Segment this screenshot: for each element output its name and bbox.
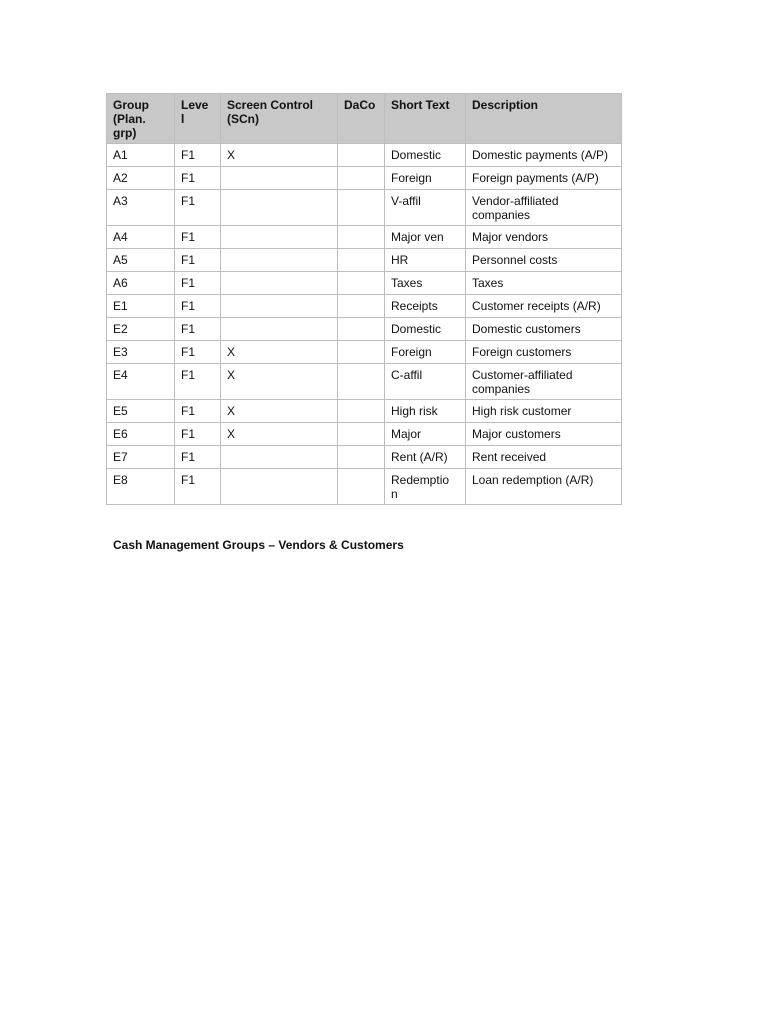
cell-short-text: C-affil — [385, 364, 466, 400]
cell-level: F1 — [175, 341, 221, 364]
cell-description: Personnel costs — [466, 249, 622, 272]
cell-description: Taxes — [466, 272, 622, 295]
cell-screen-control — [221, 469, 338, 505]
table-row — [107, 423, 622, 446]
cell-short-text: HR — [385, 249, 466, 272]
cell-daco — [338, 400, 385, 423]
cell-level: F1 — [175, 226, 221, 249]
header-description: Description — [466, 94, 622, 144]
cell-description: High risk customer — [466, 400, 622, 423]
cell-group: E6 — [107, 423, 175, 446]
cell-screen-control — [221, 446, 338, 469]
table-row — [107, 249, 622, 272]
cell-daco — [338, 144, 385, 167]
cell-description: Customer receipts (A/R) — [466, 295, 622, 318]
cell-screen-control — [221, 226, 338, 249]
cell-daco — [338, 469, 385, 505]
cell-daco — [338, 249, 385, 272]
cell-group: A4 — [107, 226, 175, 249]
cell-screen-control — [221, 167, 338, 190]
header-screen-control: Screen Control (SCn) — [221, 94, 338, 144]
cell-description: Rent received — [466, 446, 622, 469]
cell-level: F1 — [175, 295, 221, 318]
table-row — [107, 318, 622, 341]
cell-description: Domestic customers — [466, 318, 622, 341]
table-row — [107, 226, 622, 249]
cell-short-text: Taxes — [385, 272, 466, 295]
cell-daco — [338, 295, 385, 318]
cell-daco — [338, 341, 385, 364]
table-row — [107, 364, 622, 400]
cell-description: Loan redemption (A/R) — [466, 469, 622, 505]
table-body — [107, 144, 622, 505]
cell-short-text: Foreign — [385, 167, 466, 190]
table-row — [107, 400, 622, 423]
cell-group: A6 — [107, 272, 175, 295]
cell-description: Domestic payments (A/P) — [466, 144, 622, 167]
cell-group: E2 — [107, 318, 175, 341]
cell-screen-control: X — [221, 144, 338, 167]
header-group: Group (Plan. grp) — [107, 94, 175, 144]
cell-description: Customer-affiliated companies — [466, 364, 622, 400]
cell-short-text: Major ven — [385, 226, 466, 249]
cell-daco — [338, 190, 385, 226]
cell-screen-control: X — [221, 423, 338, 446]
cell-screen-control — [221, 272, 338, 295]
header-level: Leve l — [175, 94, 221, 144]
cell-screen-control: X — [221, 341, 338, 364]
cell-level: F1 — [175, 190, 221, 226]
cell-description: Vendor-affiliated companies — [466, 190, 622, 226]
table-row — [107, 167, 622, 190]
cell-screen-control — [221, 249, 338, 272]
cell-short-text: Major — [385, 423, 466, 446]
cell-level: F1 — [175, 272, 221, 295]
cell-level: F1 — [175, 423, 221, 446]
cell-daco — [338, 226, 385, 249]
cell-short-text: Domestic — [385, 318, 466, 341]
table-row — [107, 446, 622, 469]
cell-screen-control — [221, 318, 338, 341]
cash-management-groups-table — [106, 93, 622, 505]
cell-level: F1 — [175, 249, 221, 272]
cell-screen-control — [221, 190, 338, 226]
cell-group: E8 — [107, 469, 175, 505]
cell-short-text: Domestic — [385, 144, 466, 167]
cell-group: E4 — [107, 364, 175, 400]
cell-short-text: Rent (A/R) — [385, 446, 466, 469]
cell-daco — [338, 364, 385, 400]
cell-group: E3 — [107, 341, 175, 364]
cell-level: F1 — [175, 144, 221, 167]
cell-level: F1 — [175, 400, 221, 423]
cell-level: F1 — [175, 446, 221, 469]
cell-group: E5 — [107, 400, 175, 423]
cell-level: F1 — [175, 364, 221, 400]
cell-level: F1 — [175, 167, 221, 190]
cell-screen-control: X — [221, 364, 338, 400]
cell-daco — [338, 423, 385, 446]
cell-daco — [338, 446, 385, 469]
cell-daco — [338, 318, 385, 341]
cell-group: A3 — [107, 190, 175, 226]
cell-screen-control — [221, 295, 338, 318]
cell-description: Major customers — [466, 423, 622, 446]
table-header-row — [107, 94, 622, 144]
table-row — [107, 469, 622, 505]
table-row — [107, 144, 622, 167]
cell-group: E1 — [107, 295, 175, 318]
table-row — [107, 341, 622, 364]
cell-screen-control: X — [221, 400, 338, 423]
cell-level: F1 — [175, 318, 221, 341]
cell-group: A2 — [107, 167, 175, 190]
table-row — [107, 272, 622, 295]
header-daco: DaCo — [338, 94, 385, 144]
cell-description: Foreign customers — [466, 341, 622, 364]
cell-description: Major vendors — [466, 226, 622, 249]
cell-short-text: V-affil — [385, 190, 466, 226]
cell-description: Foreign payments (A/P) — [466, 167, 622, 190]
cell-short-text: Receipts — [385, 295, 466, 318]
table-row — [107, 190, 622, 226]
cell-short-text: Foreign — [385, 341, 466, 364]
cell-short-text: Redemptio n — [385, 469, 466, 505]
cell-group: A5 — [107, 249, 175, 272]
cell-short-text: High risk — [385, 400, 466, 423]
cell-daco — [338, 167, 385, 190]
cell-group: A1 — [107, 144, 175, 167]
header-short-text: Short Text — [385, 94, 466, 144]
cell-daco — [338, 272, 385, 295]
cell-level: F1 — [175, 469, 221, 505]
table-row — [107, 295, 622, 318]
cell-group: E7 — [107, 446, 175, 469]
table-caption: Cash Management Groups – Vendors & Customers — [113, 538, 404, 552]
